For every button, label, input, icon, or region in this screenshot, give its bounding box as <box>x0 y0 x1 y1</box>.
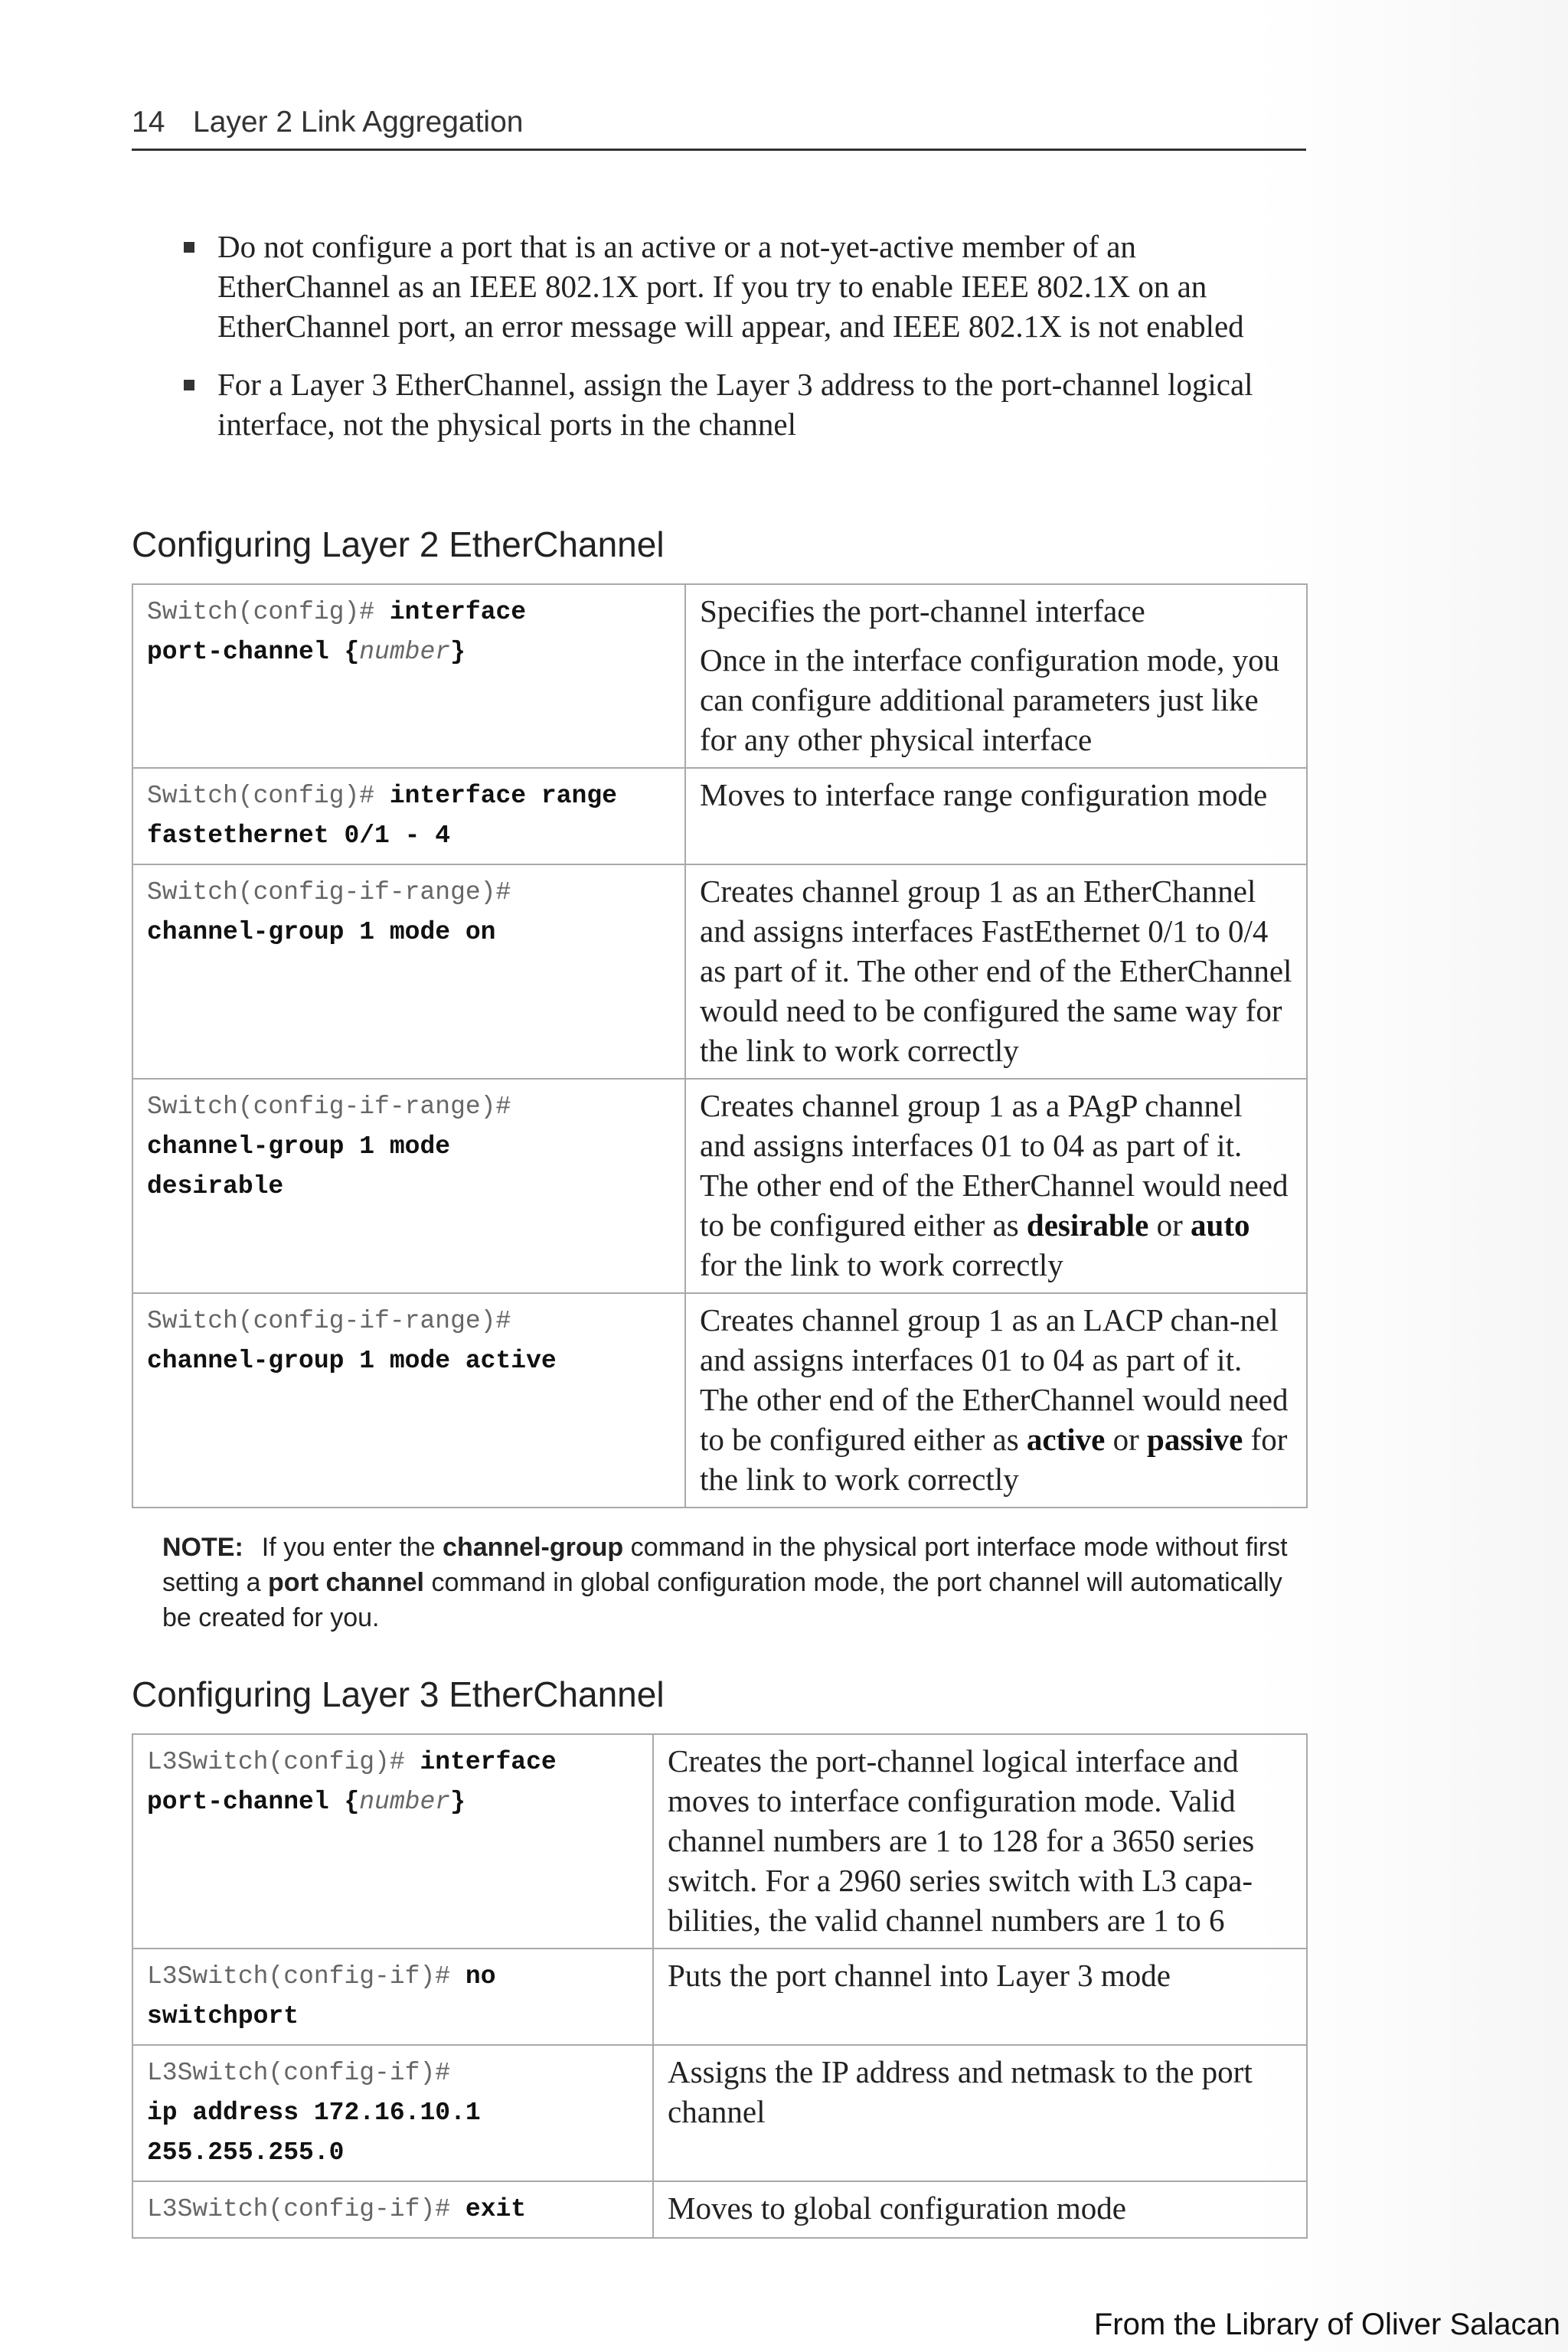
note-box: NOTE: If you enter the channel-group command in the physical port interface mode without first setting a port channel command in global configuration mode, the port channel will automatically be created for you. <box>162 1533 1288 1632</box>
note-label: NOTE: <box>162 1533 243 1562</box>
running-header <box>132 98 1306 151</box>
command-cell: Switch(config)# interface port-channel {number} <box>132 584 685 768</box>
command-cell: L3Switch(config-if)# no switchport <box>132 1949 653 2045</box>
bullet-square-icon <box>184 380 194 390</box>
description-cell: Moves to global configuration mode <box>653 2181 1307 2238</box>
table-row <box>132 1293 1307 1508</box>
command-cell: L3Switch(config-if)# exit <box>132 2181 653 2238</box>
command-cell: Switch(config)# interface range fastethernet 0/1 - 4 <box>132 768 685 864</box>
bullet-text: Do not configure a port that is an active or a not-yet-active member of an EtherChannel as an IEEE 802.1X port. If you try to enable IEEE 802.1X on an EtherChannel port, an error message will appear, and IEEE 802.1X is not enabled <box>217 229 1244 344</box>
description-cell: Puts the port channel into Layer 3 mode <box>653 1949 1307 2045</box>
description-cell: Creates channel group 1 as an LACP chan-nel and assigns interfaces 01 to 04 as part of it. The other end of the EtherChannel would need to be configured either as active or passive for the link to work correctly <box>685 1293 1307 1508</box>
library-watermark: From the Library of Oliver Salacan <box>1093 2308 1560 2341</box>
table-row <box>132 864 1307 1079</box>
table-row <box>132 1734 1307 1949</box>
description-cell: Creates channel group 1 as a PAgP channel and assigns interfaces 01 to 04 as part of it. The other end of the EtherChannel would need to be configured either as desirable or auto for the link to work correctly <box>685 1079 1307 1293</box>
bullet-item <box>181 364 1314 444</box>
layer3-command-table <box>132 1733 1308 2239</box>
layer2-command-table <box>132 583 1308 1508</box>
table-row <box>132 1079 1307 1293</box>
description-cell: Assigns the IP address and netmask to the port channel <box>653 2045 1307 2181</box>
section-title-layer3: Configuring Layer 3 EtherChannel <box>132 1674 665 1714</box>
table-row <box>132 768 1307 864</box>
chapter-title: Layer 2 Link Aggregation <box>193 106 524 139</box>
table-row <box>132 2045 1307 2181</box>
page-number: 14 <box>132 106 165 139</box>
command-cell: L3Switch(config-if)# ip address 172.16.10.1 255.255.255.0 <box>132 2045 653 2181</box>
command-cell: L3Switch(config)# interface port-channel {number} <box>132 1734 653 1949</box>
command-cell: Switch(config-if-range)# channel-group 1 mode desirable <box>132 1079 685 1293</box>
bullet-list <box>181 227 1314 462</box>
description-cell: Moves to interface range configuration mode <box>685 768 1307 864</box>
command-cell: Switch(config-if-range)# channel-group 1 mode on <box>132 864 685 1079</box>
table-row <box>132 2181 1307 2238</box>
bullet-text: For a Layer 3 EtherChannel, assign the Layer 3 address to the port-channel logical interface, not the physical ports in the channel <box>217 367 1253 442</box>
table-row <box>132 1949 1307 2045</box>
bullet-item <box>181 227 1314 346</box>
command-cell: Switch(config-if-range)# channel-group 1 mode active <box>132 1293 685 1508</box>
description-cell: Creates channel group 1 as an EtherChannel and assigns interfaces FastEthernet 0/1 to 0/4 as part of it. The other end of the EtherChannel would need to be configured the same way for the link to work correctly <box>685 864 1307 1079</box>
section-title-layer2: Configuring Layer 2 EtherChannel <box>132 524 665 564</box>
description-cell: Specifies the port-channel interface Once in the interface configuration mode, you can configure additional parameters just like for any other physical interface <box>685 584 1307 768</box>
description-cell: Creates the port-channel logical interface and moves to interface configuration mode. Valid channel numbers are 1 to 128 for a 3650 series switch. For a 2960 series switch with L3 capa-bilities, the valid channel numbers are 1 to 6 <box>653 1734 1307 1949</box>
bullet-square-icon <box>184 242 194 253</box>
table-row <box>132 584 1307 768</box>
